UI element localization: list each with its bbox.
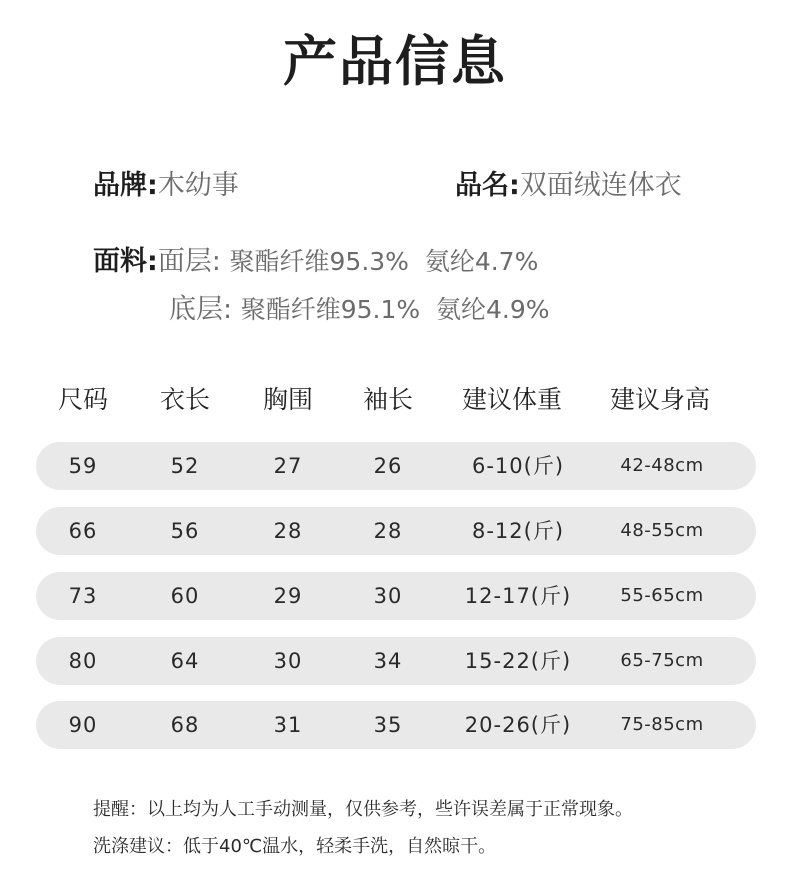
brand-label: 品牌:: [93, 170, 158, 201]
cell-weight: 6-10(斤): [471, 454, 565, 478]
cell-length: 56: [170, 519, 200, 543]
cell-weight: 12-17(斤): [464, 584, 572, 608]
cell-weight: 15-22(斤): [464, 649, 572, 673]
product-name-value: 双面绒连体衣: [519, 170, 682, 201]
cell-height: 42-48cm: [620, 455, 704, 476]
table-row: [36, 701, 756, 749]
cell-height: 75-85cm: [620, 714, 704, 735]
table-row: [36, 442, 756, 490]
fabric-label: 面料:: [93, 246, 158, 277]
cell-size: 90: [68, 713, 98, 737]
cell-chest: 27: [273, 454, 303, 478]
cell-sleeve: 35: [373, 713, 403, 737]
cell-height: 65-75cm: [620, 650, 704, 671]
cell-length: 64: [170, 649, 200, 673]
cell-sleeve: 26: [373, 454, 403, 478]
header-chest: 胸围: [262, 385, 314, 414]
brand-info: [93, 166, 239, 206]
product-name-info: [455, 166, 682, 206]
fabric-outer-info: [93, 242, 538, 282]
fabric-outer-layer-label: 面层:: [157, 246, 221, 277]
header-length: 衣长: [159, 385, 211, 414]
fabric-inner-composition: 聚酯纤维95.1% 氨纶4.9%: [240, 295, 550, 324]
brand-value: 木幼事: [157, 170, 239, 201]
cell-size: 73: [68, 584, 98, 608]
cell-sleeve: 34: [373, 649, 403, 673]
fabric-outer-composition: 聚酯纤维95.3% 氨纶4.7%: [229, 247, 539, 276]
table-row: [36, 637, 756, 685]
cell-weight: 20-26(斤): [464, 713, 572, 737]
cell-height: 48-55cm: [620, 520, 704, 541]
fabric-inner-info: [169, 290, 550, 330]
fabric-inner-layer-label: 底层:: [169, 294, 233, 325]
cell-sleeve: 28: [373, 519, 403, 543]
cell-chest: 28: [273, 519, 303, 543]
cell-length: 60: [170, 584, 200, 608]
measurement-reminder: 提醒：以上均为人工手动测量，仅供参考，些许误差属于正常现象。: [93, 799, 633, 820]
cell-length: 68: [170, 713, 200, 737]
header-height: 建议身高: [609, 385, 711, 414]
cell-size: 59: [68, 454, 98, 478]
cell-size: 80: [68, 649, 98, 673]
cell-size: 66: [68, 519, 98, 543]
product-name-label: 品名:: [455, 170, 520, 201]
page-title: 产品信息: [283, 30, 507, 93]
cell-chest: 31: [273, 713, 303, 737]
cell-chest: 30: [273, 649, 303, 673]
table-row: [36, 572, 756, 620]
header-size: 尺码: [57, 385, 109, 414]
size-table-header: [36, 378, 756, 422]
cell-sleeve: 30: [373, 584, 403, 608]
header-weight: 建议体重: [461, 385, 563, 414]
cell-length: 52: [170, 454, 200, 478]
header-sleeve: 袖长: [362, 385, 414, 414]
cell-weight: 8-12(斤): [471, 519, 565, 543]
table-row: [36, 507, 756, 555]
washing-instructions: 洗涤建议：低于40℃温水，轻柔手洗，自然晾干。: [93, 836, 497, 857]
cell-height: 55-65cm: [620, 585, 704, 606]
cell-chest: 29: [273, 584, 303, 608]
